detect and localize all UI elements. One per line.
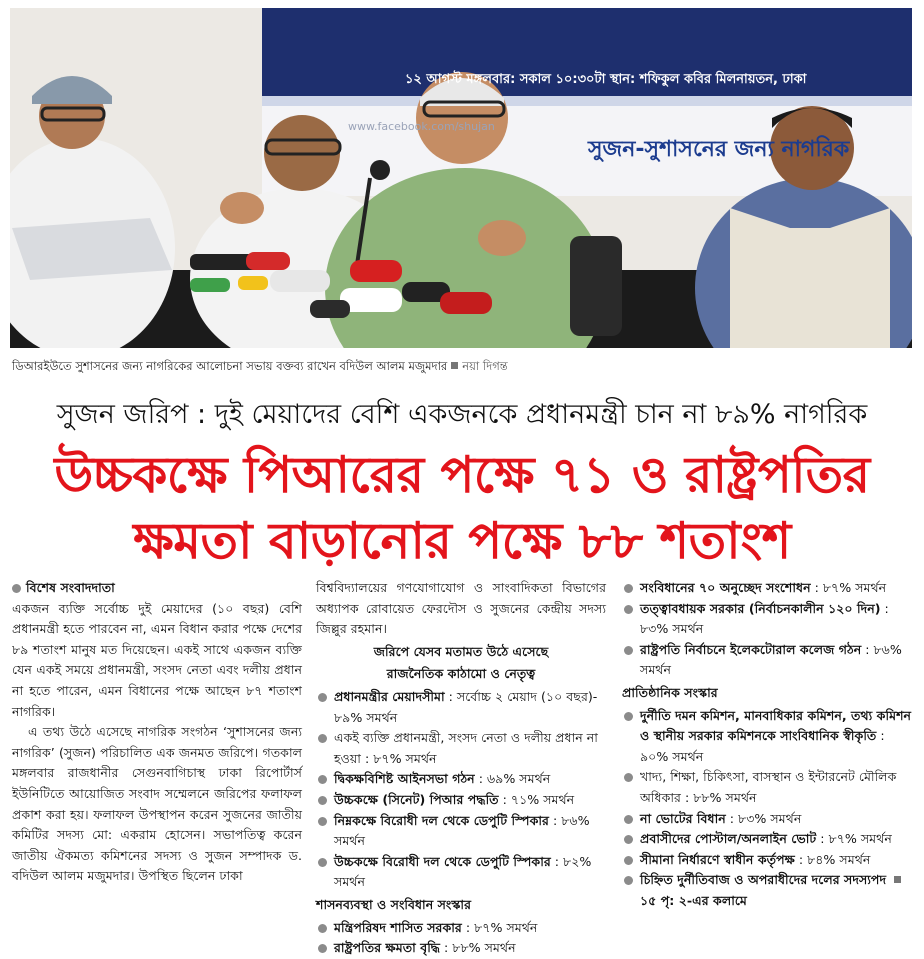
list-item: উচ্চকক্ষে (সিনেট) পিআর পদ্ধতি : ৭১% সমর্থন	[316, 790, 606, 811]
list-item: দ্বিকক্ষবিশিষ্ট আইনসভা গঠন : ৬৯% সমর্থন	[316, 769, 606, 790]
section-subhead-survey: জরিপে যেসব মতামত উঠে এসেছে	[373, 643, 549, 659]
body-paragraph-3: বিশ্ববিদ্যালয়ের গণযোগাযোগ ও সাংবাদিকতা বিভাগের অধ্যাপক রোবায়েত ফেরদৌস ও সুজনের কেন্দ্রীয় সদস্য জিল্লুর রহমান।	[316, 580, 606, 637]
section-subhead-governance: শাসনব্যবস্থা ও সংবিধান সংস্কার	[316, 896, 471, 912]
list-item: রাষ্ট্রপতি নির্বাচনে ইলেকটোরাল কলেজ গঠন : ৮৬% সমর্থন	[622, 640, 914, 681]
list-item: একই ব্যক্তি প্রধানমন্ত্রী, সংসদ নেতা ও দলীয় প্রধান না হওয়া : ৮৭% সমর্থন	[316, 728, 606, 769]
article-column-3	[622, 578, 914, 912]
section-subhead-institutional: প্রাতিষ্ঠানিক সংস্কার	[622, 684, 718, 700]
section-subhead-political-structure: রাজনৈতিক কাঠামো ও নেতৃত্ব	[386, 666, 536, 682]
press-conference-photo	[10, 8, 912, 348]
list-item: মন্ত্রিপরিষদ শাসিত সরকার : ৮৭% সমর্থন	[316, 918, 606, 939]
body-paragraph-1: একজন ব্যক্তি সর্বোচ্চ দুই মেয়াদের (১০ বছর) বেশি প্রধানমন্ত্রী হতে পারবেন না, এমন বিধান করার পক্ষে দেশের ৮৯ শতাংশ মানুষ মত দিয়েছেন। একই সাথে একজন ব্যক্তি যেন একই সময়ে প্রধানমন্ত্রী, সংসদ নেতা এবং দলীয় প্রধান না হতে পারেন, এমন বিধানের পক্ষে আছেন ৮৭ শতাংশ নাগরিক।	[12, 600, 302, 719]
square-bullet-icon	[451, 362, 458, 369]
list-item: রাষ্ট্রপতির ক্ষমতা বৃদ্ধি : ৮৮% সমর্থন	[316, 938, 606, 959]
list-item: না ভোটের বিধান : ৮৩% সমর্থন	[622, 809, 914, 830]
continued-jump: ১৫ পৃ: ২-এর কলামে	[640, 872, 904, 908]
body-paragraph-2: এ তথ্য উঠে এসেছে নাগরিক সংগঠন ‘সুশাসনের জন্য নাগরিক’ (সুজন) পরিচালিত এক জনমত জরিপে। গতকাল মঙ্গলবার রাজধানীর সেগুনবাগিচাস্থ ঢাকা রিপোর্টার্স ইউনিটিতে আয়োজিত সংবাদ সম্মেলনে জরিপের ফলাফল প্রকাশ করা হয়। ফলাফল উপস্থাপন করেন সুজনের জাতীয় কমিটির সদস্য মো: একরাম হোসেন। সভাপতিত্ব করেন জাতীয় ঐকমত্য কমিশনের সদস্য ও সুজন সম্পাদক ড. বদিউল আলম মজুমদার। উপস্থিত ছিলেন ঢাকা	[12, 724, 302, 884]
main-headline-line-1: উচ্চকক্ষে পিআরের পক্ষে ৭১ ও রাষ্ট্রপতির	[54, 446, 870, 504]
list-item: দুর্নীতি দমন কমিশন, মানবাধিকার কমিশন, তথ্য কমিশন ও স্থানীয় সরকার কমিশনকে সাংবিধানিক স্বীকৃতি : ৯০% সমর্থন	[622, 706, 914, 768]
caption-text: ডিআরইউতে সুশাসনের জন্য নাগরিকের আলোচনা সভায় বক্তব্য রাখেন বদিউল আলম মজুমদার	[12, 359, 448, 373]
article-column-1	[12, 578, 302, 887]
byline	[12, 578, 302, 599]
list-item: উচ্চকক্ষে বিরোধী দল থেকে ডেপুটি স্পিকার : ৮২% সমর্থন	[316, 852, 606, 893]
list-item: চিহ্নিত দুর্নীতিবাজ ও অপরাধীদের দলের সদস্যপদ ১৫ পৃ: ২-এর কলামে	[622, 870, 914, 911]
banner-url: www.facebook.com/shujan	[348, 120, 495, 133]
photo-credit: নয়া দিগন্ত	[462, 359, 508, 373]
square-bullet-icon	[894, 876, 901, 883]
byline-text: বিশেষ সংবাদদাতা	[26, 580, 115, 595]
kicker-headline: সুজন জরিপ : দুই মেয়াদের বেশি একজনকে প্রধানমন্ত্রী চান না ৮৯% নাগরিক	[56, 399, 868, 430]
photo-caption	[12, 358, 912, 377]
list-item: নিম্নকক্ষে বিরোধী দল থেকে ডেপুটি স্পিকার : ৮৬% সমর্থন	[316, 811, 606, 852]
list-item: তত্ত্বাবধায়ক সরকার (নির্বাচনকালীন ১২০ দিন) : ৮৩% সমর্থন	[622, 599, 914, 640]
bullet-icon	[12, 584, 21, 593]
article-column-2	[316, 578, 606, 959]
list-item: সীমানা নির্ধারণে স্বাধীন কর্তৃপক্ষ : ৮৪% সমর্থন	[622, 850, 914, 871]
list-item: প্রধানমন্ত্রীর মেয়াদসীমা : সর্বোচ্চ ২ মেয়াদ (১০ বছর)- ৮৯% সমর্থন	[316, 687, 606, 728]
main-headline-line-2: ক্ষমতা বাড়ানোর পক্ষে ৮৮ শতাংশ	[133, 512, 791, 570]
list-item: সংবিধানের ৭০ অনুচ্ছেদ সংশোধন : ৮৭% সমর্থন	[622, 578, 914, 599]
banner-title: সুজন-সুশাসনের জন্য নাগরিক	[588, 137, 850, 162]
list-item: খাদ্য, শিক্ষা, চিকিৎসা, বাসস্থান ও ইন্টারনেট মৌলিক অধিকার : ৮৮% সমর্থন	[622, 767, 914, 808]
banner-date-venue: ১২ আগস্ট মঙ্গলবার: সকাল ১০:৩০টা স্থান: শফিকুল কবির মিলনায়তন, ঢাকা	[405, 72, 807, 87]
list-item: প্রবাসীদের পোস্টাল/অনলাইন ভোট : ৮৭% সমর্থন	[622, 829, 914, 850]
photo-scene	[10, 8, 912, 348]
